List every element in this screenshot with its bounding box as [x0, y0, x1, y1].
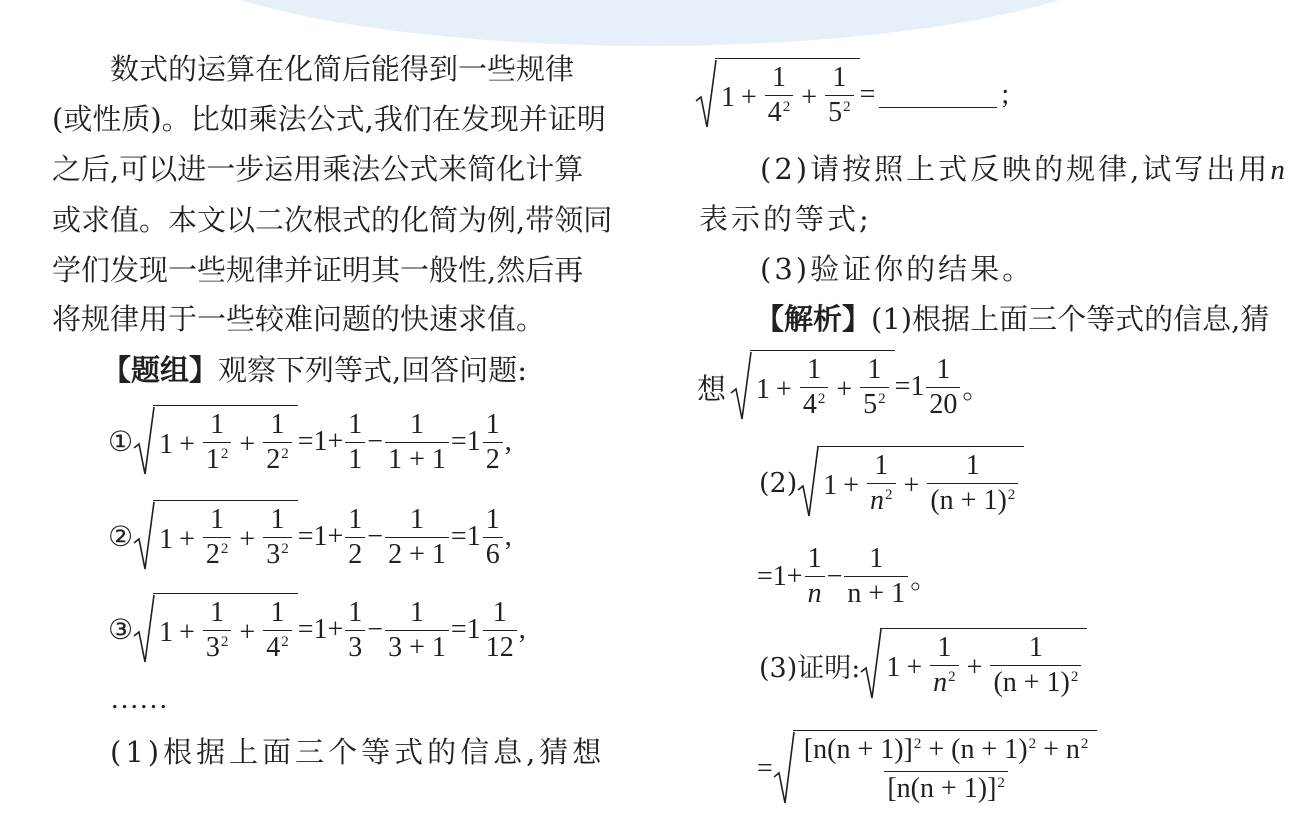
term-one: 1 — [313, 521, 328, 552]
denominator — [385, 537, 449, 570]
group-label: 【题组】 — [102, 353, 219, 387]
plus-sign: + — [327, 521, 344, 552]
intro-line-2: (或性质)。比如乘法公式,我们在发现并证明 — [52, 102, 606, 136]
exponent: 2 — [1080, 736, 1089, 752]
fraction — [203, 505, 232, 574]
mixed-number — [467, 410, 505, 475]
variable-n: n — [1270, 154, 1288, 186]
plus-sign: + — [179, 428, 195, 460]
denominator-base: 2 — [205, 539, 220, 570]
part-3-proof-line-2 — [757, 730, 1097, 808]
fraction — [345, 410, 365, 475]
question-2-line-1 — [760, 152, 1288, 187]
fraction — [990, 633, 1081, 702]
right-column — [655, 0, 1300, 838]
plus-sign: + — [239, 616, 256, 648]
denominator-base: 1 — [205, 444, 220, 475]
equation-2 — [108, 500, 512, 574]
denominator — [483, 537, 503, 570]
fraction — [385, 598, 449, 663]
denominator: n + 1 — [844, 576, 908, 609]
term-one: 1 — [721, 81, 735, 113]
question-1: (1)根据上面三个等式的信息,猜想 — [110, 735, 606, 769]
part-3-label: (3)证明: — [759, 652, 861, 684]
numerator: 1 — [965, 450, 980, 481]
fraction — [867, 451, 896, 520]
fraction — [483, 505, 503, 570]
fraction — [263, 598, 292, 667]
fraction — [927, 451, 1018, 520]
exponent: 2 — [843, 99, 851, 115]
fraction — [345, 598, 365, 663]
plus-sign: + — [966, 651, 983, 683]
denominator-base: (n + 1) — [993, 667, 1070, 698]
plus-sign: + — [906, 651, 923, 683]
comma: , — [518, 614, 526, 645]
fraction — [930, 633, 959, 702]
exponent: 2 — [281, 634, 289, 650]
fraction — [800, 355, 829, 424]
intro-line-1: 数式的运算在化简后能得到一些规律 — [110, 52, 575, 86]
denominator: 20 — [926, 387, 960, 420]
numerator: 1 — [210, 409, 225, 440]
fraction — [385, 505, 449, 570]
denominator-value: 1 — [348, 443, 363, 475]
period: 。 — [962, 372, 991, 405]
denominator-base: [n(n + 1)] — [887, 773, 997, 804]
equals-sign: = — [894, 371, 911, 402]
term-one: 1 — [159, 616, 174, 648]
part-2-label: (2) — [759, 467, 798, 499]
numerator: 1 — [874, 450, 889, 481]
exponent: 2 — [281, 446, 289, 462]
exponent: 2 — [878, 391, 886, 407]
plus-sign: + — [327, 426, 344, 457]
denominator-base: 5 — [828, 97, 843, 128]
minus-sign: − — [367, 614, 384, 645]
numerator: 1 — [409, 596, 424, 628]
term-one: 1 — [823, 469, 838, 501]
circled-number: ① — [108, 427, 134, 458]
numerator: 1 — [210, 597, 225, 628]
whole-part: 1 — [466, 426, 481, 457]
numerator: 1 — [832, 62, 847, 93]
fraction — [825, 63, 854, 132]
numerator: 1 — [937, 632, 952, 663]
term-one: 1 — [886, 651, 901, 683]
exponent: 2 — [817, 391, 826, 407]
exponent: 2 — [281, 541, 289, 557]
whole-part: 1 — [466, 521, 481, 552]
plus-sign: + — [179, 616, 195, 648]
left-column — [0, 0, 640, 838]
term-one: 1 — [756, 373, 771, 405]
denominator — [385, 442, 449, 475]
numerator: 1 — [270, 504, 285, 535]
plus-sign: + — [843, 469, 860, 501]
denominator-base: 4 — [802, 389, 817, 420]
part-3-proof-line-1 — [759, 628, 1087, 702]
denominator — [483, 442, 503, 475]
fraction — [345, 505, 365, 570]
denominator-base: (n + 1) — [930, 485, 1007, 516]
numerator: 1 — [869, 543, 884, 574]
equals-sign: = — [757, 560, 773, 592]
denominator-value: 2 — [348, 538, 363, 570]
fraction — [263, 505, 292, 574]
big-denominator — [884, 771, 1008, 808]
denominator — [385, 630, 449, 663]
minus-sign: − — [826, 560, 843, 592]
denominator: n — [805, 576, 825, 609]
denominator — [203, 537, 232, 574]
equation-3 — [108, 593, 526, 667]
equals-sign: = — [297, 614, 314, 645]
numerator: 1 — [485, 408, 500, 440]
fraction — [263, 410, 292, 479]
minus-sign: − — [367, 521, 384, 552]
answer-blank[interactable] — [879, 83, 997, 108]
denominator — [203, 442, 232, 479]
numerator: 1 — [348, 596, 363, 628]
numerator: 1 — [348, 503, 363, 535]
denominator-base: n — [933, 667, 948, 698]
numerator-part-1: [n(n + 1)] — [803, 734, 913, 765]
analysis-label: 【解析】 — [755, 302, 872, 336]
equals-sign: = — [450, 614, 467, 645]
plus-sign: + — [239, 428, 256, 460]
exponent: 2 — [220, 541, 229, 557]
whole-part: 1 — [910, 371, 925, 402]
fraction — [203, 410, 232, 479]
radicand — [153, 405, 298, 479]
analysis-text: (1)根据上面三个等式的信息,猜 — [871, 302, 1270, 336]
exponent: 2 — [913, 736, 922, 752]
part-2-expression — [759, 446, 1024, 520]
sqrt-sign — [730, 350, 895, 424]
numerator-part-3: + n — [1036, 734, 1080, 765]
period: 。 — [910, 561, 939, 595]
numerator: 1 — [270, 597, 285, 628]
plus-sign: + — [786, 560, 803, 592]
question-2-text: (2)请按照上式反映的规律,试写出用 — [760, 152, 1271, 186]
equals-sign: = — [450, 426, 467, 457]
sqrt-sign — [695, 58, 860, 132]
term-one: 1 — [159, 428, 174, 460]
denominator-base: 2 — [266, 444, 281, 475]
sqrt-sign — [797, 446, 1024, 520]
plus-sign: + — [741, 81, 757, 113]
intro-line-4: 或求值。本文以二次根式的化简为例,带领同 — [52, 203, 613, 237]
numerator: 1 — [409, 503, 424, 535]
plus-sign: + — [836, 373, 853, 405]
denominator-base: 4 — [767, 97, 782, 128]
numerator: 1 — [807, 354, 822, 385]
guess-word: 想 — [697, 371, 727, 406]
fraction — [483, 410, 503, 475]
plus-sign: + — [179, 523, 195, 555]
sqrt-sign — [860, 628, 1087, 702]
sqrt-sign — [133, 500, 298, 574]
denominator-value: 2 — [485, 443, 500, 475]
equation-1 — [108, 405, 512, 479]
fraction — [385, 410, 449, 475]
problem-group-heading — [102, 353, 527, 387]
radicand — [153, 593, 298, 667]
plus-sign: + — [776, 373, 792, 405]
equals-sign: = — [297, 521, 314, 552]
sqrt-sign — [133, 593, 298, 667]
sqrt-sign — [773, 730, 1098, 808]
numerator: 1 — [270, 409, 285, 440]
term-one: 1 — [159, 523, 174, 555]
group-instruction: 观察下列等式,回答问题: — [218, 353, 528, 387]
numerator: 1 — [867, 354, 882, 385]
numerator: 1 — [485, 503, 500, 535]
denominator — [345, 630, 365, 663]
denominator — [483, 630, 517, 663]
question-1-expression — [695, 58, 1009, 132]
denominator — [203, 630, 232, 667]
numerator: 1 — [348, 408, 363, 440]
exponent: 2 — [1070, 669, 1079, 685]
guess-expression — [697, 350, 990, 424]
term-one: 1 — [772, 560, 787, 592]
numerator: 1 — [492, 596, 507, 628]
numerator: 1 — [210, 504, 225, 535]
exponent: 2 — [997, 775, 1005, 791]
exponent: 2 — [948, 669, 956, 685]
fraction — [844, 544, 908, 609]
numerator: 1 — [772, 62, 787, 93]
question-2-line-2: 表示的等式; — [699, 202, 872, 236]
denominator-value: 3 + 1 — [388, 631, 446, 663]
mixed-number — [910, 355, 962, 420]
denominator-base: 5 — [863, 389, 878, 420]
denominator-value: 12 — [485, 631, 514, 663]
exponent: 2 — [1028, 736, 1037, 752]
intro-line-3: 之后,可以进一步运用乘法公式来简化计算 — [52, 152, 584, 186]
comma: , — [504, 426, 512, 457]
denominator — [263, 630, 292, 667]
numerator: 1 — [807, 543, 822, 574]
exponent: 2 — [1007, 487, 1016, 503]
denominator-base: 4 — [266, 632, 281, 663]
plus-sign: + — [903, 469, 920, 501]
denominator — [263, 537, 292, 574]
sqrt-sign — [133, 405, 298, 479]
fraction — [765, 63, 794, 132]
fraction — [926, 355, 960, 420]
question-3: (3)验证你的结果。 — [760, 252, 1035, 286]
part-2-result — [757, 544, 938, 609]
equals-sign: = — [450, 521, 467, 552]
numerator: 1 — [936, 353, 951, 385]
denominator-value: 3 — [348, 631, 363, 663]
denominator-value: 2 + 1 — [388, 538, 446, 570]
denominator-value: 1 + 1 — [388, 443, 446, 475]
denominator — [263, 442, 292, 479]
big-fraction — [801, 735, 1092, 808]
exponent: 2 — [782, 99, 791, 115]
big-numerator — [801, 735, 1092, 771]
denominator-value: 6 — [485, 538, 500, 570]
exponent: 2 — [885, 487, 893, 503]
denominator-base: n — [870, 485, 885, 516]
term-one: 1 — [313, 426, 328, 457]
semicolon: ; — [1001, 79, 1010, 110]
equals-sign: = — [757, 753, 773, 784]
circled-number: ② — [108, 522, 134, 553]
circled-number: ③ — [108, 615, 134, 646]
plus-sign: + — [239, 523, 256, 555]
numerator-part-2: + (n + 1) — [921, 734, 1028, 765]
ellipsis: …… — [110, 683, 168, 715]
plus-sign: + — [801, 81, 818, 113]
denominator — [345, 537, 365, 570]
denominator-base: 3 — [205, 632, 220, 663]
numerator: 1 — [409, 408, 424, 440]
intro-line-6: 将规律用于一些较难问题的快速求值。 — [52, 302, 546, 336]
radicand — [153, 500, 298, 574]
denominator-base: 3 — [266, 539, 281, 570]
exponent: 2 — [220, 634, 229, 650]
fraction — [203, 598, 232, 667]
analysis-heading — [755, 302, 1269, 336]
equals-sign: = — [859, 79, 876, 110]
equals-sign: = — [297, 426, 314, 457]
intro-line-5: 学们发现一些规律并证明其一般性,然后再 — [52, 253, 584, 287]
mixed-number — [467, 505, 505, 570]
denominator — [345, 442, 365, 475]
exponent: 2 — [220, 446, 229, 462]
mixed-number — [467, 598, 519, 663]
numerator: 1 — [1028, 632, 1043, 663]
fraction — [483, 598, 517, 663]
minus-sign: − — [367, 426, 384, 457]
comma: , — [504, 521, 512, 552]
whole-part: 1 — [466, 614, 481, 645]
term-one: 1 — [313, 614, 328, 645]
plus-sign: + — [327, 614, 344, 645]
fraction — [860, 355, 889, 424]
fraction — [805, 544, 825, 609]
